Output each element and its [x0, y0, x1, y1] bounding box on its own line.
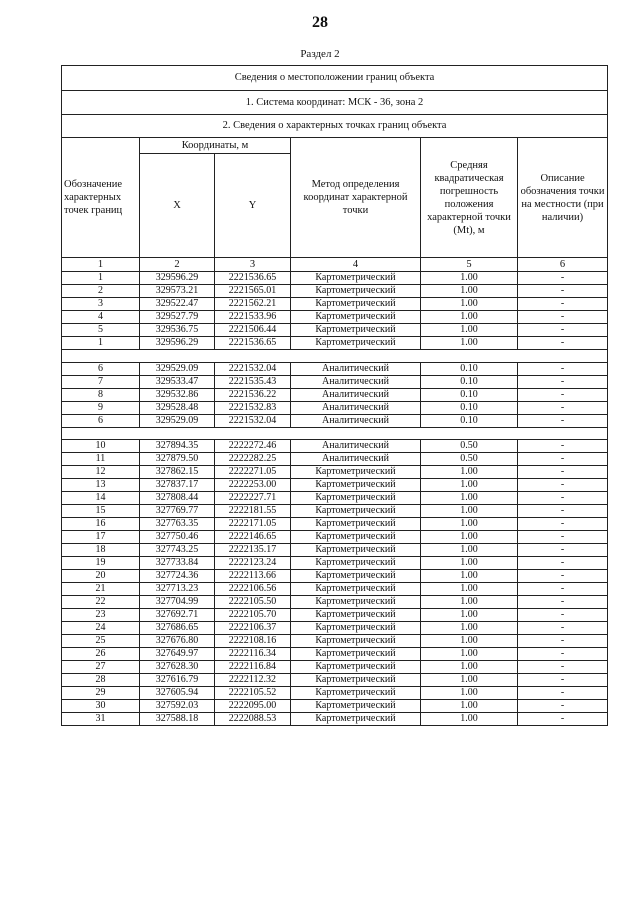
point-id-cell: 13	[62, 479, 140, 492]
separator-row	[62, 350, 608, 363]
accuracy-cell: 1.00	[421, 661, 518, 674]
x-coordinate-cell: 329527.79	[140, 311, 215, 324]
y-coordinate-cell: 2221536.22	[215, 388, 291, 401]
y-coordinate-cell: 2222106.37	[215, 622, 291, 635]
accuracy-cell: 0.10	[421, 362, 518, 375]
x-coordinate-cell: 329533.47	[140, 375, 215, 388]
method-cell: Картометрический	[291, 466, 421, 479]
y-coordinate-cell: 2222135.17	[215, 544, 291, 557]
accuracy-cell: 1.00	[421, 700, 518, 713]
point-id-cell: 6	[62, 414, 140, 427]
y-coordinate-cell: 2222123.24	[215, 557, 291, 570]
method-cell: Картометрический	[291, 324, 421, 337]
y-coordinate-cell: 2221536.65	[215, 337, 291, 350]
accuracy-cell: 1.00	[421, 518, 518, 531]
accuracy-cell: 1.00	[421, 311, 518, 324]
y-coordinate-cell: 2221506.44	[215, 324, 291, 337]
table-row	[62, 596, 608, 609]
table-row	[62, 661, 608, 674]
point-id-cell: 17	[62, 531, 140, 544]
point-id-cell: 12	[62, 466, 140, 479]
method-cell: Аналитический	[291, 375, 421, 388]
x-coordinate-cell: 327686.65	[140, 622, 215, 635]
x-coordinate-cell: 327837.17	[140, 479, 215, 492]
table-row	[62, 362, 608, 375]
y-coordinate-cell: 2221533.96	[215, 311, 291, 324]
description-cell: -	[518, 674, 608, 687]
method-cell: Картометрический	[291, 700, 421, 713]
method-cell: Картометрический	[291, 622, 421, 635]
section-label: Раздел 2	[300, 48, 340, 60]
x-coordinate-cell: 327605.94	[140, 687, 215, 700]
table-row	[62, 466, 608, 479]
accuracy-cell: 1.00	[421, 609, 518, 622]
point-id-cell: 1	[62, 272, 140, 285]
description-cell: -	[518, 661, 608, 674]
accuracy-cell: 0.10	[421, 401, 518, 414]
method-cell: Картометрический	[291, 492, 421, 505]
accuracy-cell: 0.10	[421, 414, 518, 427]
description-cell: -	[518, 272, 608, 285]
table-row	[62, 518, 608, 531]
y-coordinate-cell: 2222112.32	[215, 674, 291, 687]
method-cell: Картометрический	[291, 505, 421, 518]
boundary-points-table	[61, 65, 608, 726]
y-coordinate-cell: 2221532.04	[215, 414, 291, 427]
column-number: 2	[140, 258, 215, 272]
accuracy-cell: 1.00	[421, 635, 518, 648]
accuracy-cell: 1.00	[421, 479, 518, 492]
method-cell: Картометрический	[291, 557, 421, 570]
point-id-cell: 23	[62, 609, 140, 622]
x-coordinate-cell: 329522.47	[140, 298, 215, 311]
point-id-cell: 2	[62, 285, 140, 298]
y-coordinate-cell: 2222116.84	[215, 661, 291, 674]
table-row	[62, 479, 608, 492]
point-id-cell: 25	[62, 635, 140, 648]
point-id-cell: 7	[62, 375, 140, 388]
x-coordinate-cell: 327808.44	[140, 492, 215, 505]
table-row	[62, 687, 608, 700]
points-heading: 2. Сведения о характерных точках границ объекта	[62, 115, 608, 138]
point-id-cell: 20	[62, 570, 140, 583]
table-row	[62, 609, 608, 622]
x-coordinate-cell: 327879.50	[140, 453, 215, 466]
table-title: Сведения о местоположении границ объекта	[62, 66, 608, 91]
description-cell: -	[518, 622, 608, 635]
description-cell: -	[518, 557, 608, 570]
y-coordinate-cell: 2221532.04	[215, 362, 291, 375]
column-number: 5	[421, 258, 518, 272]
description-cell: -	[518, 453, 608, 466]
table-row	[62, 531, 608, 544]
method-cell: Картометрический	[291, 661, 421, 674]
point-id-cell: 31	[62, 713, 140, 726]
description-cell: -	[518, 518, 608, 531]
x-coordinate-cell: 327676.80	[140, 635, 215, 648]
point-id-cell: 24	[62, 622, 140, 635]
column-number: 4	[291, 258, 421, 272]
method-cell: Картометрический	[291, 479, 421, 492]
point-id-cell: 11	[62, 453, 140, 466]
table-row	[62, 713, 608, 726]
description-cell: -	[518, 531, 608, 544]
table-row	[62, 557, 608, 570]
accuracy-cell: 1.00	[421, 674, 518, 687]
x-coordinate-cell: 327743.25	[140, 544, 215, 557]
point-id-cell: 16	[62, 518, 140, 531]
description-cell: -	[518, 609, 608, 622]
description-cell: -	[518, 505, 608, 518]
table-row	[62, 674, 608, 687]
y-coordinate-cell: 2222095.00	[215, 700, 291, 713]
y-coordinate-cell: 2222272.46	[215, 440, 291, 453]
y-coordinate-cell: 2222253.00	[215, 479, 291, 492]
table-row	[62, 285, 608, 298]
description-cell: -	[518, 285, 608, 298]
x-coordinate-cell: 329528.48	[140, 401, 215, 414]
y-coordinate-cell: 2222105.52	[215, 687, 291, 700]
method-cell: Картометрический	[291, 570, 421, 583]
method-cell: Картометрический	[291, 609, 421, 622]
y-coordinate-cell: 2222113.66	[215, 570, 291, 583]
point-id-cell: 1	[62, 337, 140, 350]
separator-cell	[62, 427, 608, 440]
method-cell: Картометрический	[291, 337, 421, 350]
accuracy-cell: 1.00	[421, 713, 518, 726]
accuracy-cell: 1.00	[421, 298, 518, 311]
accuracy-cell: 1.00	[421, 557, 518, 570]
description-cell: -	[518, 362, 608, 375]
header-x: X	[140, 154, 215, 258]
y-coordinate-cell: 2221532.83	[215, 401, 291, 414]
point-id-cell: 3	[62, 298, 140, 311]
point-id-cell: 4	[62, 311, 140, 324]
x-coordinate-cell: 329596.29	[140, 337, 215, 350]
point-id-cell: 26	[62, 648, 140, 661]
method-cell: Картометрический	[291, 285, 421, 298]
point-id-cell: 28	[62, 674, 140, 687]
header-method: Метод определения координат характерной точки	[291, 138, 421, 258]
accuracy-cell: 1.00	[421, 337, 518, 350]
description-cell: -	[518, 635, 608, 648]
method-cell: Аналитический	[291, 414, 421, 427]
point-id-cell: 10	[62, 440, 140, 453]
table-row	[62, 324, 608, 337]
x-coordinate-cell: 327628.30	[140, 661, 215, 674]
description-cell: -	[518, 440, 608, 453]
x-coordinate-cell: 327649.97	[140, 648, 215, 661]
table-row	[62, 388, 608, 401]
x-coordinate-cell: 327750.46	[140, 531, 215, 544]
method-cell: Картометрический	[291, 298, 421, 311]
table-row	[62, 375, 608, 388]
accuracy-cell: 1.00	[421, 492, 518, 505]
y-coordinate-cell: 2222181.55	[215, 505, 291, 518]
description-cell: -	[518, 648, 608, 661]
method-cell: Аналитический	[291, 453, 421, 466]
description-cell: -	[518, 687, 608, 700]
description-cell: -	[518, 596, 608, 609]
x-coordinate-cell: 327862.15	[140, 466, 215, 479]
description-cell: -	[518, 298, 608, 311]
point-id-cell: 14	[62, 492, 140, 505]
point-id-cell: 30	[62, 700, 140, 713]
description-cell: -	[518, 492, 608, 505]
accuracy-cell: 1.00	[421, 505, 518, 518]
description-cell: -	[518, 311, 608, 324]
accuracy-cell: 1.00	[421, 648, 518, 661]
description-cell: -	[518, 479, 608, 492]
method-cell: Аналитический	[291, 362, 421, 375]
y-coordinate-cell: 2221536.65	[215, 272, 291, 285]
description-cell: -	[518, 375, 608, 388]
x-coordinate-cell: 329536.75	[140, 324, 215, 337]
method-cell: Аналитический	[291, 401, 421, 414]
y-coordinate-cell: 2222088.53	[215, 713, 291, 726]
method-cell: Картометрический	[291, 311, 421, 324]
point-id-cell: 21	[62, 583, 140, 596]
point-id-cell: 27	[62, 661, 140, 674]
table-row	[62, 570, 608, 583]
table-row	[62, 311, 608, 324]
y-coordinate-cell: 2222106.56	[215, 583, 291, 596]
point-id-cell: 15	[62, 505, 140, 518]
separator-row	[62, 427, 608, 440]
x-coordinate-cell: 327713.23	[140, 583, 215, 596]
table-row	[62, 440, 608, 453]
column-number: 6	[518, 258, 608, 272]
accuracy-cell: 1.00	[421, 583, 518, 596]
accuracy-cell: 0.50	[421, 440, 518, 453]
method-cell: Аналитический	[291, 388, 421, 401]
point-id-cell: 8	[62, 388, 140, 401]
description-cell: -	[518, 388, 608, 401]
point-id-cell: 29	[62, 687, 140, 700]
x-coordinate-cell: 327704.99	[140, 596, 215, 609]
accuracy-cell: 1.00	[421, 544, 518, 557]
method-cell: Картометрический	[291, 674, 421, 687]
accuracy-cell: 0.50	[421, 453, 518, 466]
x-coordinate-cell: 329532.86	[140, 388, 215, 401]
accuracy-cell: 1.00	[421, 570, 518, 583]
accuracy-cell: 1.00	[421, 622, 518, 635]
y-coordinate-cell: 2222116.34	[215, 648, 291, 661]
x-coordinate-cell: 327692.71	[140, 609, 215, 622]
x-coordinate-cell: 327724.36	[140, 570, 215, 583]
accuracy-cell: 1.00	[421, 272, 518, 285]
header-accuracy: Средняя квадратическая погрешность положения характерной точки (Mt), м	[421, 138, 518, 258]
x-coordinate-cell: 327616.79	[140, 674, 215, 687]
accuracy-cell: 0.10	[421, 375, 518, 388]
table-row	[62, 401, 608, 414]
accuracy-cell: 1.00	[421, 596, 518, 609]
description-cell: -	[518, 337, 608, 350]
table-row	[62, 583, 608, 596]
table-row	[62, 505, 608, 518]
x-coordinate-cell: 327894.35	[140, 440, 215, 453]
table-row	[62, 635, 608, 648]
description-cell: -	[518, 583, 608, 596]
accuracy-cell: 1.00	[421, 285, 518, 298]
method-cell: Картометрический	[291, 518, 421, 531]
point-id-cell: 5	[62, 324, 140, 337]
separator-cell	[62, 350, 608, 363]
y-coordinate-cell: 2222105.50	[215, 596, 291, 609]
method-cell: Аналитический	[291, 440, 421, 453]
y-coordinate-cell: 2222105.70	[215, 609, 291, 622]
y-coordinate-cell: 2222282.25	[215, 453, 291, 466]
header-coordinates: Координаты, м	[140, 138, 291, 154]
description-cell: -	[518, 466, 608, 479]
x-coordinate-cell: 327733.84	[140, 557, 215, 570]
method-cell: Картометрический	[291, 583, 421, 596]
x-coordinate-cell: 327588.18	[140, 713, 215, 726]
column-number: 1	[62, 258, 140, 272]
x-coordinate-cell: 329596.29	[140, 272, 215, 285]
x-coordinate-cell: 329529.09	[140, 362, 215, 375]
point-id-cell: 19	[62, 557, 140, 570]
method-cell: Картометрический	[291, 272, 421, 285]
description-cell: -	[518, 570, 608, 583]
y-coordinate-cell: 2221565.01	[215, 285, 291, 298]
column-number: 3	[215, 258, 291, 272]
method-cell: Картометрический	[291, 713, 421, 726]
table-row	[62, 700, 608, 713]
x-coordinate-cell: 329529.09	[140, 414, 215, 427]
accuracy-cell: 1.00	[421, 531, 518, 544]
method-cell: Картометрический	[291, 544, 421, 557]
y-coordinate-cell: 2222108.16	[215, 635, 291, 648]
x-coordinate-cell: 327763.35	[140, 518, 215, 531]
method-cell: Картометрический	[291, 687, 421, 700]
table-row	[62, 298, 608, 311]
description-cell: -	[518, 713, 608, 726]
y-coordinate-cell: 2221535.43	[215, 375, 291, 388]
method-cell: Картометрический	[291, 596, 421, 609]
y-coordinate-cell: 2222171.05	[215, 518, 291, 531]
accuracy-cell: 0.10	[421, 388, 518, 401]
accuracy-cell: 1.00	[421, 466, 518, 479]
x-coordinate-cell: 327592.03	[140, 700, 215, 713]
description-cell: -	[518, 700, 608, 713]
table-row	[62, 453, 608, 466]
y-coordinate-cell: 2221562.21	[215, 298, 291, 311]
table-row	[62, 648, 608, 661]
table-row	[62, 622, 608, 635]
accuracy-cell: 1.00	[421, 687, 518, 700]
table-row	[62, 272, 608, 285]
point-id-cell: 22	[62, 596, 140, 609]
table-row	[62, 337, 608, 350]
method-cell: Картометрический	[291, 635, 421, 648]
point-id-cell: 9	[62, 401, 140, 414]
accuracy-cell: 1.00	[421, 324, 518, 337]
x-coordinate-cell: 329573.21	[140, 285, 215, 298]
x-coordinate-cell: 327769.77	[140, 505, 215, 518]
description-cell: -	[518, 324, 608, 337]
page-number: 28	[312, 14, 328, 31]
description-cell: -	[518, 544, 608, 557]
point-id-cell: 6	[62, 362, 140, 375]
y-coordinate-cell: 2222227.71	[215, 492, 291, 505]
y-coordinate-cell: 2222146.65	[215, 531, 291, 544]
description-cell: -	[518, 414, 608, 427]
coordinate-system: 1. Система координат: МСК - 36, зона 2	[62, 91, 608, 115]
table-row	[62, 492, 608, 505]
table-row	[62, 414, 608, 427]
header-description: Описание обозначения точки на местности (при наличии)	[518, 138, 608, 258]
method-cell: Картометрический	[291, 531, 421, 544]
table-row	[62, 544, 608, 557]
description-cell: -	[518, 401, 608, 414]
header-designation: Обозначение характерных точек границ	[62, 138, 140, 258]
point-id-cell: 18	[62, 544, 140, 557]
header-y: Y	[215, 154, 291, 258]
method-cell: Картометрический	[291, 648, 421, 661]
y-coordinate-cell: 2222271.05	[215, 466, 291, 479]
